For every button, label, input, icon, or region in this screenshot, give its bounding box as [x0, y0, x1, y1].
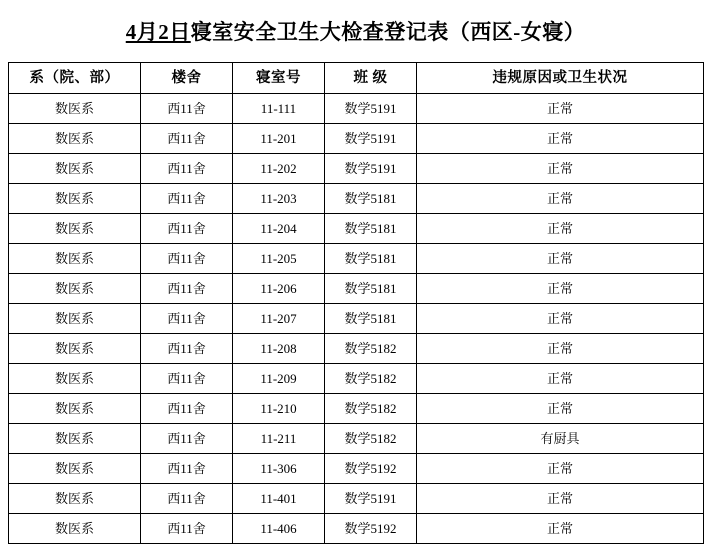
- column-header-room: [233, 63, 325, 94]
- column-header-class-label: 班 级: [353, 70, 388, 86]
- table-row: [9, 514, 704, 544]
- table-row: [9, 484, 704, 514]
- cell-department: 数医系: [9, 304, 141, 334]
- table-row: [9, 94, 704, 124]
- cell-status: 正常: [417, 364, 704, 394]
- cell-class: 数学5192: [325, 514, 417, 544]
- cell-building: 西11舍: [141, 214, 233, 244]
- cell-department: 数医系: [9, 364, 141, 394]
- cell-room: 11-208: [233, 334, 325, 364]
- cell-building: 西11舍: [141, 334, 233, 364]
- cell-room: 11-201: [233, 124, 325, 154]
- cell-status: 正常: [417, 94, 704, 124]
- cell-department: 数医系: [9, 214, 141, 244]
- table-row: [9, 274, 704, 304]
- table-row: [9, 394, 704, 424]
- table-row: [9, 334, 704, 364]
- cell-department: 数医系: [9, 244, 141, 274]
- table-body: [9, 94, 704, 544]
- cell-department: 数医系: [9, 154, 141, 184]
- cell-building: 西11舍: [141, 124, 233, 154]
- cell-building: 西11舍: [141, 274, 233, 304]
- cell-building: 西11舍: [141, 94, 233, 124]
- title-container: [0, 0, 711, 62]
- cell-class: 数学5181: [325, 244, 417, 274]
- cell-class: 数学5181: [325, 274, 417, 304]
- cell-status: 正常: [417, 334, 704, 364]
- column-header-department: [9, 63, 141, 94]
- cell-room: 11-210: [233, 394, 325, 424]
- cell-status: 有厨具: [417, 424, 704, 454]
- cell-department: 数医系: [9, 484, 141, 514]
- page-title-rest: 寝室安全卫生大检查登记表（西区-女寝）: [190, 20, 586, 44]
- cell-status: 正常: [417, 484, 704, 514]
- cell-class: 数学5191: [325, 484, 417, 514]
- cell-building: 西11舍: [141, 364, 233, 394]
- cell-building: 西11舍: [141, 244, 233, 274]
- cell-room: 11-203: [233, 184, 325, 214]
- cell-status: 正常: [417, 454, 704, 484]
- cell-building: 西11舍: [141, 394, 233, 424]
- cell-class: 数学5191: [325, 124, 417, 154]
- column-header-status-label: 违规原因或卫生状况: [492, 70, 628, 86]
- table-row: [9, 154, 704, 184]
- cell-class: 数学5191: [325, 94, 417, 124]
- cell-building: 西11舍: [141, 184, 233, 214]
- column-header-status: [417, 63, 704, 94]
- cell-department: 数医系: [9, 424, 141, 454]
- cell-class: 数学5182: [325, 424, 417, 454]
- cell-class: 数学5181: [325, 184, 417, 214]
- table-header-row: [9, 63, 704, 94]
- cell-status: 正常: [417, 244, 704, 274]
- cell-status: 正常: [417, 184, 704, 214]
- table-row: [9, 244, 704, 274]
- cell-class: 数学5182: [325, 334, 417, 364]
- cell-building: 西11舍: [141, 304, 233, 334]
- cell-status: 正常: [417, 124, 704, 154]
- cell-department: 数医系: [9, 454, 141, 484]
- cell-class: 数学5192: [325, 454, 417, 484]
- cell-class: 数学5181: [325, 304, 417, 334]
- cell-department: 数医系: [9, 274, 141, 304]
- cell-building: 西11舍: [141, 484, 233, 514]
- cell-room: 11-205: [233, 244, 325, 274]
- cell-building: 西11舍: [141, 424, 233, 454]
- table-row: [9, 214, 704, 244]
- cell-room: 11-204: [233, 214, 325, 244]
- table-row: [9, 424, 704, 454]
- cell-department: 数医系: [9, 334, 141, 364]
- cell-class: 数学5191: [325, 154, 417, 184]
- cell-status: 正常: [417, 214, 704, 244]
- page-title-date: 4月2日: [125, 20, 191, 44]
- cell-department: 数医系: [9, 94, 141, 124]
- cell-room: 11-207: [233, 304, 325, 334]
- table-row: [9, 124, 704, 154]
- cell-department: 数医系: [9, 184, 141, 214]
- cell-class: 数学5182: [325, 394, 417, 424]
- table-header: [9, 63, 704, 94]
- cell-status: 正常: [417, 154, 704, 184]
- cell-class: 数学5181: [325, 214, 417, 244]
- table-row: [9, 364, 704, 394]
- cell-building: 西11舍: [141, 454, 233, 484]
- cell-room: 11-211: [233, 424, 325, 454]
- cell-room: 11-206: [233, 274, 325, 304]
- column-header-department-label: 系（院、部）: [29, 70, 120, 86]
- cell-building: 西11舍: [141, 514, 233, 544]
- cell-room: 11-202: [233, 154, 325, 184]
- cell-room: 11-209: [233, 364, 325, 394]
- column-header-building-label: 楼舍: [171, 70, 202, 86]
- cell-building: 西11舍: [141, 154, 233, 184]
- cell-status: 正常: [417, 394, 704, 424]
- column-header-class: [325, 63, 417, 94]
- cell-room: 11-111: [233, 94, 325, 124]
- cell-room: 11-306: [233, 454, 325, 484]
- cell-status: 正常: [417, 274, 704, 304]
- column-header-building: [141, 63, 233, 94]
- cell-status: 正常: [417, 304, 704, 334]
- inspection-table: [8, 62, 704, 544]
- cell-department: 数医系: [9, 394, 141, 424]
- cell-room: 11-401: [233, 484, 325, 514]
- cell-status: 正常: [417, 514, 704, 544]
- cell-department: 数医系: [9, 514, 141, 544]
- page-title: [126, 16, 586, 46]
- column-header-room-label: 寝室号: [256, 70, 301, 86]
- cell-department: 数医系: [9, 124, 141, 154]
- cell-room: 11-406: [233, 514, 325, 544]
- table-row: [9, 454, 704, 484]
- cell-class: 数学5182: [325, 364, 417, 394]
- table-row: [9, 304, 704, 334]
- table-row: [9, 184, 704, 214]
